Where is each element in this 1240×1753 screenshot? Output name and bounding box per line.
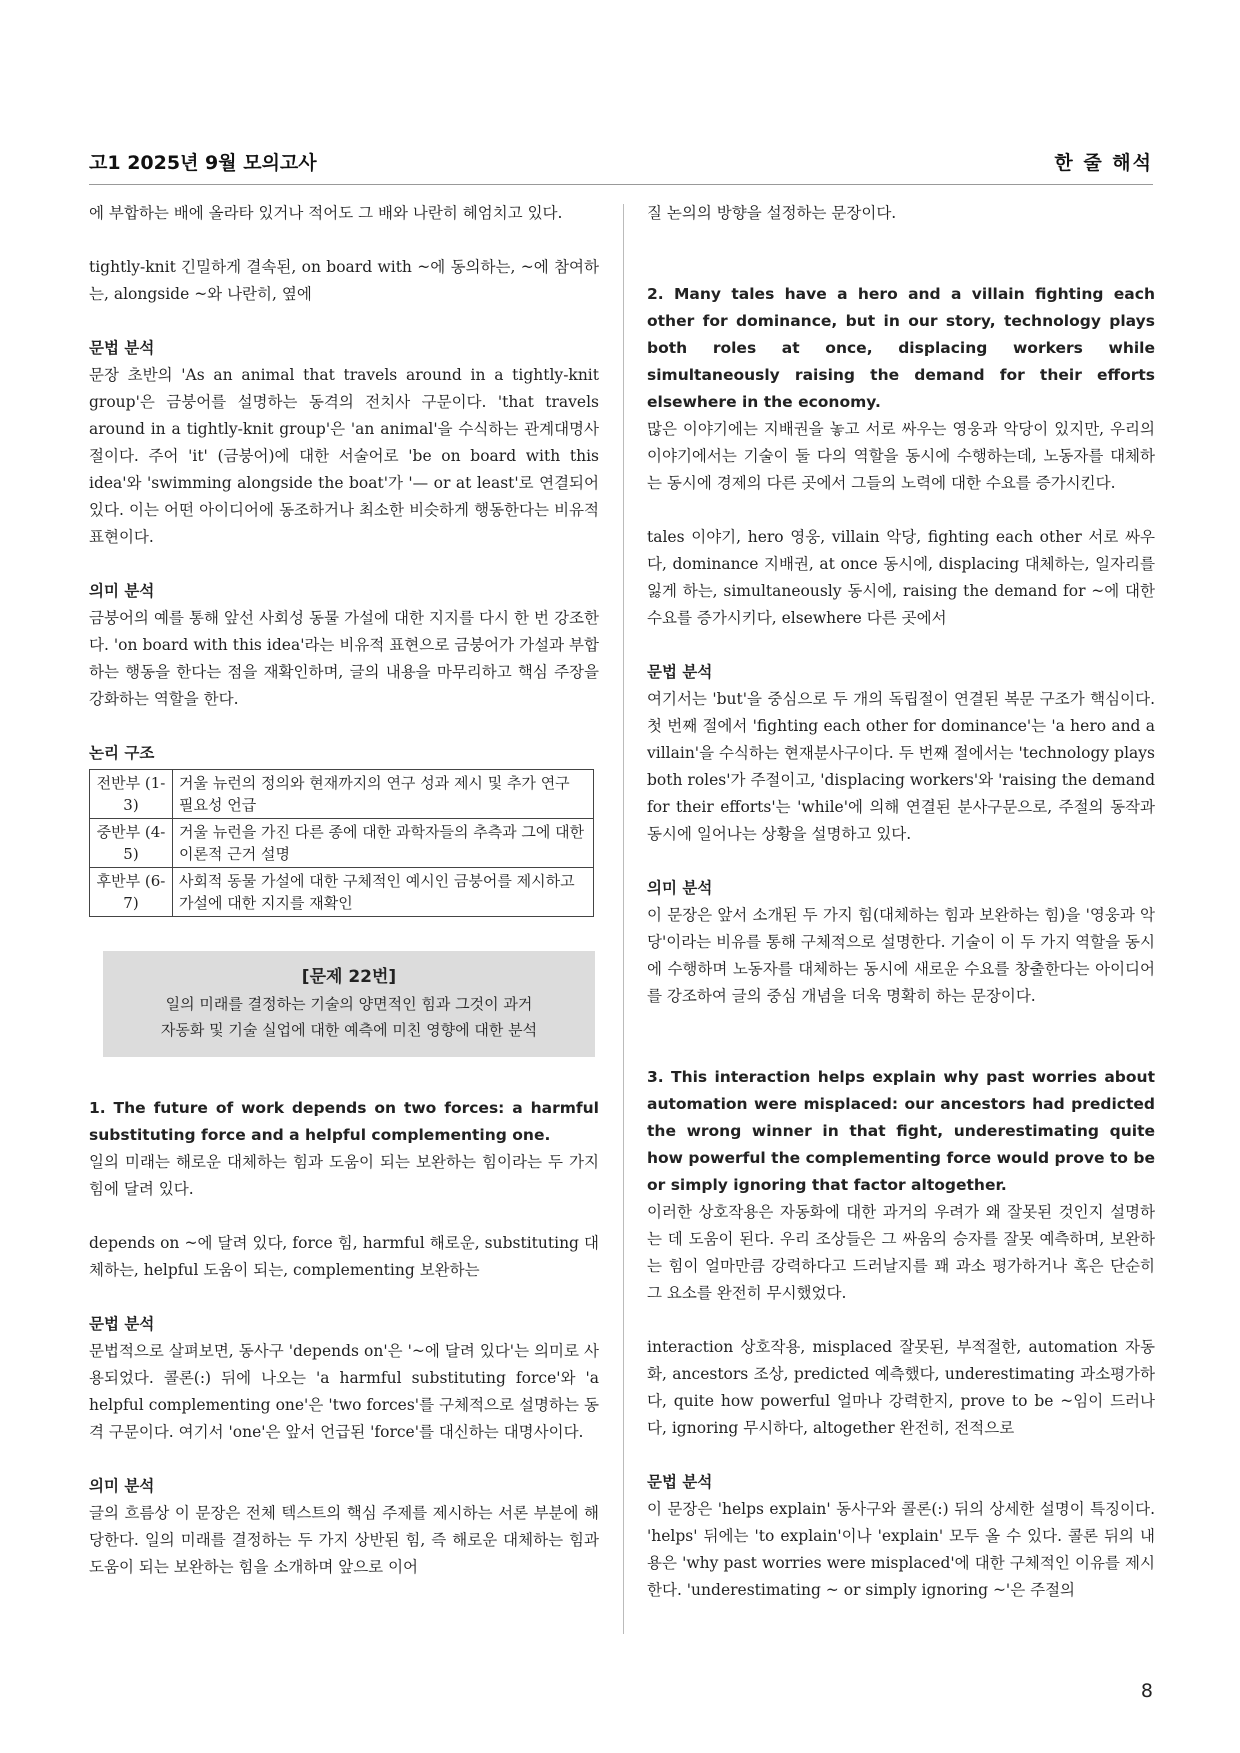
grammar-heading: 문법 분석 [647, 1473, 713, 1491]
logic-desc: 사회적 동물 가설에 대한 구체적인 예시인 금붕어를 제시하고 가설에 대한 지지를 재확인 [173, 868, 594, 917]
page-number: 8 [1140, 1680, 1153, 1702]
sentence-2-korean: 많은 이야기에는 지배권을 놓고 서로 싸우는 영웅과 악당이 있지만, 우리의 이야기에서는 기술이 둘 다의 역할을 동시에 수행하는데, 노동자를 대체하는 동시에 경제의 다른 곳에서 그들의 노력에 대한 수요를 증가시킨다. [647, 420, 1155, 492]
section-title: 한 줄 해석 [1054, 152, 1153, 174]
sentence-3-english: 3. This interaction helps explain why past worries about automation were misplaced: our ancestors had predicted the wrong winner in that fight, underestimating quite how powerful the complementing force would prove to be or simply ignoring that factor altogether. [647, 1068, 1155, 1194]
meaning-heading: 의미 분석 [647, 879, 713, 897]
problem-title: [문제 22번] [301, 967, 397, 987]
logic-row [90, 819, 594, 868]
sentence-3-vocab: interaction 상호작용, misplaced 잘못된, 부적절한, automation 자동화, ancestors 조상, predicted 예측했다, underestimating 과소평가하다, quite how powerful 얼마나 강력한지, prove to be ~임이 드러나다, ignoring 무시하다, altogether 완전히, 전적으로 [647, 1338, 1155, 1437]
exam-title: 고1 2025년 9월 모의고사 [89, 152, 317, 174]
sentence-2-vocab: tales 이야기, hero 영웅, villain 악당, fighting each other 서로 싸우다, dominance 지배권, at once 동시에, displacing 대체하는, 일자리를 잃게 하는, simultaneously 동시에, raising the demand for ~에 대한 수요를 증가시키다, elsewhere 다른 곳에서 [647, 528, 1155, 627]
paragraph-continued: 질 논의의 방향을 설정하는 문장이다. [647, 204, 897, 222]
sentence-2-meaning: 이 문장은 앞서 소개된 두 가지 힘(대체하는 힘과 보완하는 힘)을 '영웅과 악당'이라는 비유를 통해 구체적으로 설명한다. 기술이 이 두 가지 역할을 동시에 수행하며 노동자를 대체하는 동시에 새로운 수요를 창출한다는 아이디어를 강조하여 글의 중심 개념을 더욱 명확히 하는 문장이다. [647, 906, 1155, 1005]
logic-desc: 거울 뉴런의 정의와 현재까지의 연구 성과 제시 및 추가 연구 필요성 언급 [173, 770, 594, 819]
problem-subtitle-line1: 일의 미래를 결정하는 기술의 양면적인 힘과 그것이 과거 [165, 995, 533, 1013]
right-column [647, 200, 1155, 1604]
sentence-1-english: 1. The future of work depends on two forces: a harmful substituting force and a helpful complementing one. [89, 1099, 599, 1144]
problem-subtitle-line2: 자동화 및 기술 실업에 대한 예측에 미친 영향에 대한 분석 [160, 1021, 538, 1039]
sentence-1-meaning: 글의 흐름상 이 문장은 전체 텍스트의 핵심 주제를 제시하는 서론 부분에 해당한다. 일의 미래를 결정하는 두 가지 상반된 힘, 즉 해로운 대체하는 힘과 도움이 되는 보완하는 힘을 소개하며 앞으로 이어 [89, 1504, 599, 1576]
sentence-1-vocab: depends on ~에 달려 있다, force 힘, harmful 해로운, substituting 대체하는, helpful 도움이 되는, complementing 보완하는 [89, 1234, 599, 1279]
column-divider [623, 204, 624, 1634]
logic-heading: 논리 구조 [89, 744, 155, 762]
logic-part: 후반부 (6-7) [90, 868, 173, 917]
sentence-1-grammar: 문법적으로 살펴보면, 동사구 'depends on'은 '~에 달려 있다'는 의미로 사용되었다. 콜론(:) 뒤에 나오는 'a harmful substituting force'와 'a helpful complementing one'은 'two forces'를 구체적으로 설명하는 동격 구문이다. 여기서 'one'은 앞서 언급된 'force'를 대신하는 대명사이다. [89, 1342, 599, 1441]
sentence-1-korean: 일의 미래는 해로운 대체하는 힘과 도움이 되는 보완하는 힘이라는 두 가지 힘에 달려 있다. [89, 1153, 599, 1198]
logic-desc: 거울 뉴런을 가진 다른 종에 대한 과학자들의 추측과 그에 대한 이론적 근거 설명 [173, 819, 594, 868]
sentence-3-grammar: 이 문장은 'helps explain' 동사구와 콜론(:) 뒤의 상세한 설명이 특징이다. 'helps' 뒤에는 'to explain'이나 'explain' 모두 올 수 있다. 콜론 뒤의 내용은 'why past worries were misplaced'에 대한 구체적인 이유를 제시한다. 'underestimating ~ or simply ignoring ~'은 주절의 [647, 1500, 1155, 1599]
logic-part: 중반부 (4-5) [90, 819, 173, 868]
grammar-heading: 문법 분석 [647, 663, 713, 681]
logic-table [89, 769, 594, 917]
logic-part: 전반부 (1-3) [90, 770, 173, 819]
grammar-analysis: 문장 초반의 'As an animal that travels around in a tightly-knit group'은 금붕어를 설명하는 동격의 전치사 구문이다. 'that travels around in a tightly-knit group'은 'an animal'을 수식하는 관계대명사절이다. 주어 'it' (금붕어)에 대한 서술어로 'be on board with this idea'와 'swimming alongside the boat'가 '— or at least'로 연결되어 있다. 이는 어떤 아이디어에 동조하거나 최소한 비슷하게 행동한다는 비유적 표현이다. [89, 366, 599, 546]
grammar-heading: 문법 분석 [89, 339, 155, 357]
vocab-list: tightly-knit 긴밀하게 결속된, on board with ~에 동의하는, ~에 참여하는, alongside ~와 나란히, 옆에 [89, 258, 599, 303]
grammar-heading: 문법 분석 [89, 1315, 155, 1333]
paragraph-continued: 에 부합하는 배에 올라타 있거나 적어도 그 배와 나란히 헤엄치고 있다. [89, 204, 563, 222]
logic-row [90, 868, 594, 917]
sentence-2-grammar: 여기서는 'but'을 중심으로 두 개의 독립절이 연결된 복문 구조가 핵심이다. 첫 번째 절에서 'fighting each other for dominance'는 'a hero and a villain'을 수식하는 현재분사구이다. 두 번째 절에서는 'technology plays both roles'가 주절이고, 'displacing workers'와 'raising the demand for their efforts'는 'while'에 의해 연결된 분사구문으로, 주절의 동작과 동시에 일어나는 상황을 설명하고 있다. [647, 690, 1155, 843]
sentence-2-english: 2. Many tales have a hero and a villain fighting each other for dominance, but in our story, technology plays both roles at once, displacing workers while simultaneously raising the demand for their efforts elsewhere in the economy. [647, 285, 1155, 411]
meaning-analysis: 금붕어의 예를 통해 앞선 사회성 동물 가설에 대한 지지를 다시 한 번 강조한다. 'on board with this idea'라는 비유적 표현으로 금붕어가 가설과 부합하는 행동을 한다는 점을 재확인하며, 글의 내용을 마무리하고 핵심 주장을 강화하는 역할을 한다. [89, 609, 599, 708]
meaning-heading: 의미 분석 [89, 582, 155, 600]
sentence-3-korean: 이러한 상호작용은 자동화에 대한 과거의 우려가 왜 잘못된 것인지 설명하는 데 도움이 된다. 우리 조상들은 그 싸움의 승자를 잘못 예측하며, 보완하는 힘이 얼마만큼 강력하다고 드러날지를 꽤 과소 평가하거나 혹은 단순히 그 요소를 완전히 무시했었다. [647, 1203, 1155, 1302]
logic-row [90, 770, 594, 819]
meaning-heading: 의미 분석 [89, 1477, 155, 1495]
problem-banner [103, 951, 595, 1057]
left-column [89, 200, 599, 1581]
page-header [89, 148, 1153, 185]
